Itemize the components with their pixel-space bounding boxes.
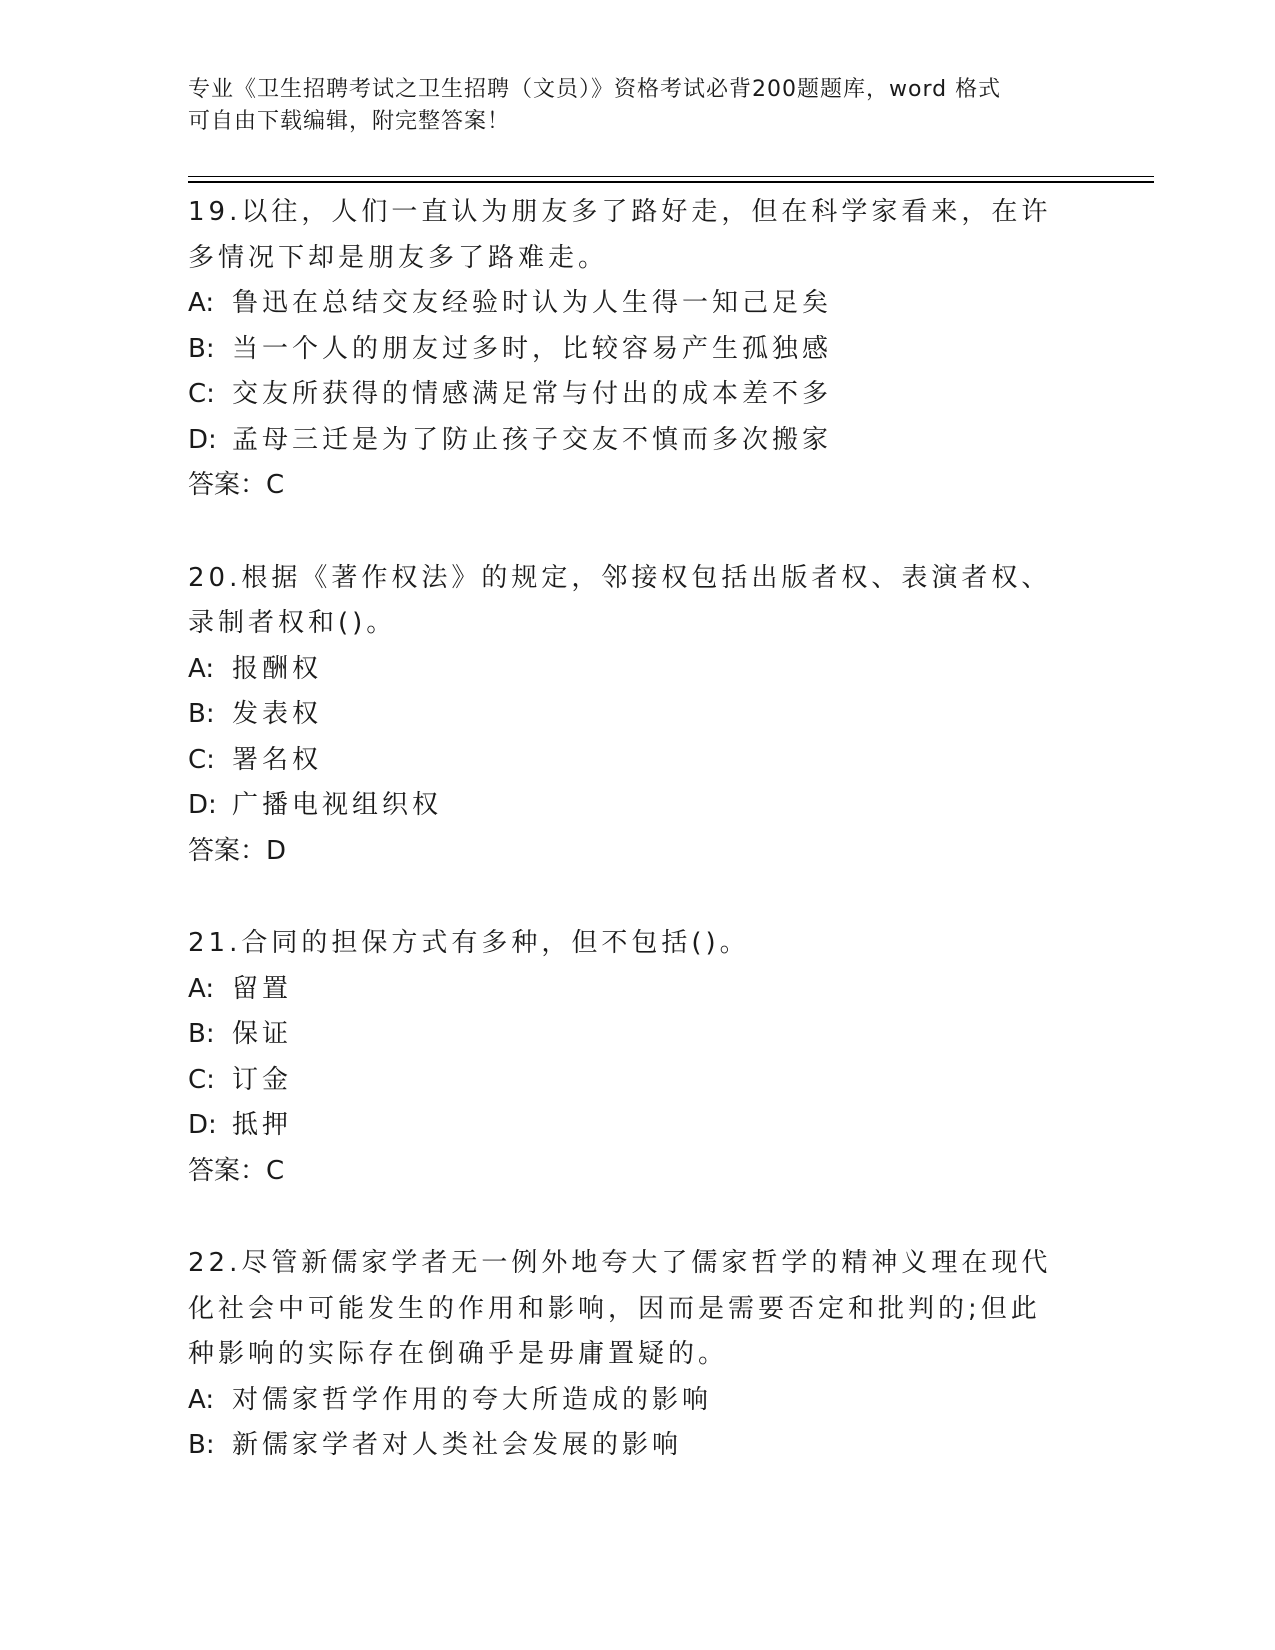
option-c [188, 738, 1068, 784]
question-list [188, 190, 1068, 1516]
option-a [188, 1378, 1068, 1424]
header-line-2: 可自由下载编辑，附完整答案！ [188, 109, 511, 134]
option-d [188, 783, 1068, 829]
option-text: 留置 [232, 973, 293, 1004]
option-text: 抵押 [232, 1110, 293, 1140]
option-b [188, 1423, 1068, 1469]
option-letter: B: [188, 699, 215, 729]
question-20 [188, 556, 1068, 875]
option-text: 署名权 [232, 744, 323, 775]
question-21 [188, 921, 1068, 1194]
option-letter: A: [188, 1384, 215, 1415]
option-text: 报酬权 [232, 653, 323, 684]
option-letter: D: [188, 790, 217, 820]
option-text: 发表权 [232, 699, 323, 729]
question-stem: 19.以往，人们一直认为朋友多了路好走，但在科学家看来，在许多情况下却是朋友多了路难走。 [188, 197, 1052, 273]
option-c [188, 1058, 1068, 1104]
option-text: 广播电视组织权 [232, 790, 443, 820]
header-rule-thick [188, 181, 1154, 183]
option-letter: A: [188, 288, 215, 318]
option-text: 新儒家学者对人类社会发展的影响 [232, 1430, 683, 1460]
question-22 [188, 1241, 1068, 1469]
option-text: 孟母三迁是为了防止孩子交友不慎而多次搬家 [232, 424, 833, 455]
option-letter: C: [188, 379, 215, 409]
option-text: 对儒家哲学作用的夸大所造成的影响 [232, 1384, 713, 1415]
option-letter: B: [188, 333, 215, 364]
answer-line: 答案：C [188, 470, 285, 500]
question-stem: 21.合同的担保方式有多种，但不包括()。 [188, 928, 750, 958]
option-letter: A: [188, 653, 215, 684]
option-d [188, 1103, 1068, 1149]
option-a [188, 647, 1068, 693]
option-letter: A: [188, 973, 215, 1004]
option-d [188, 418, 1068, 464]
answer-line: 答案：D [188, 835, 287, 866]
option-a [188, 967, 1068, 1013]
option-text: 鲁迅在总结交友经验时认为人生得一知己足矣 [232, 288, 833, 318]
option-letter: B: [188, 1019, 215, 1049]
option-letter: C: [188, 1064, 215, 1095]
question-stem: 22.尽管新儒家学者无一例外地夸大了儒家哲学的精神义理在现代化社会中可能发生的作用和影响，因而是需要否定和批判的;但此种影响的实际存在倒确乎是毋庸置疑的。 [188, 1248, 1052, 1369]
option-letter: C: [188, 744, 215, 775]
option-letter: D: [188, 424, 217, 455]
option-letter: D: [188, 1110, 217, 1140]
option-b [188, 1012, 1068, 1058]
option-c [188, 372, 1068, 418]
option-text: 交友所获得的情感满足常与付出的成本差不多 [232, 379, 833, 409]
option-text: 订金 [232, 1064, 293, 1095]
option-text: 保证 [232, 1019, 293, 1049]
option-b [188, 692, 1068, 738]
question-19 [188, 190, 1068, 509]
header-line-1: 专业《卫生招聘考试之卫生招聘（文员）》资格考试必背200题题库，word 格式 [188, 77, 1002, 102]
header-rule-thin [188, 176, 1154, 177]
option-letter: B: [188, 1430, 215, 1460]
option-text: 当一个人的朋友过多时，比较容易产生孤独感 [232, 333, 833, 364]
page-header [188, 74, 1088, 138]
option-a [188, 281, 1068, 327]
option-b [188, 327, 1068, 373]
question-stem: 20.根据《著作权法》的规定，邻接权包括出版者权、表演者权、录制者权和()。 [188, 562, 1052, 638]
answer-line: 答案：C [188, 1155, 285, 1186]
